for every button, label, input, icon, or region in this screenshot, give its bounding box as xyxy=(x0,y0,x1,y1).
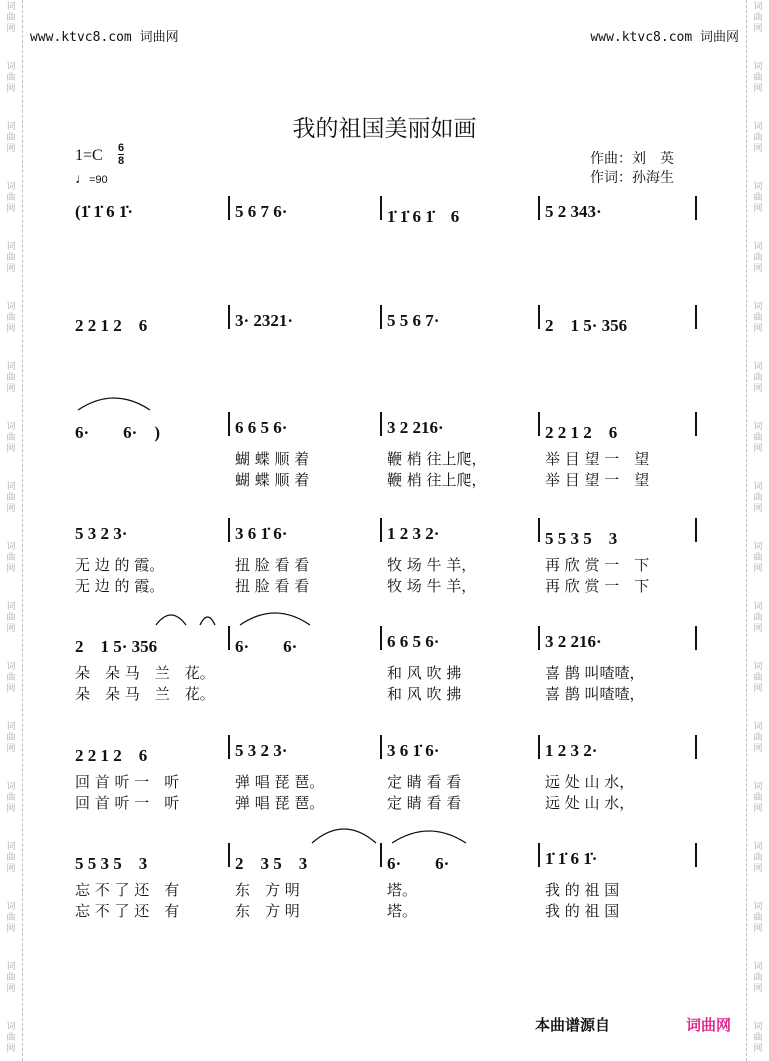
lyric-verse-1: 塔。 xyxy=(387,881,418,899)
watermark-glyph: 词 xyxy=(6,302,16,312)
measure-notes: 2 2 1 2 6 xyxy=(75,316,148,335)
watermark-glyph: 网 xyxy=(6,984,16,994)
watermark-glyph: 网 xyxy=(6,24,16,34)
lyric-verse-2: 我 的 祖 国 xyxy=(545,902,620,920)
measure-notes: 3 6 1̇ 6· xyxy=(235,524,288,543)
lyric-verse-2: 远 处 山 水， xyxy=(545,794,635,812)
watermark-glyph: 网 xyxy=(753,564,763,574)
watermark-glyph: 词 xyxy=(753,182,763,192)
source-site-link[interactable]: 词曲网 xyxy=(686,1016,732,1034)
lyric-verse-1: 和 风 吹 拂 xyxy=(387,664,462,682)
lyric-verse-2: 回 首 听 一 听 xyxy=(75,794,180,812)
lyric-verse-2: 朵 朵 马 兰 花。 xyxy=(75,685,215,703)
watermark-glyph: 词 xyxy=(6,1022,16,1032)
lyric-verse-2: 蝴 蝶 顺 着 xyxy=(235,471,310,489)
watermark-glyph: 曲 xyxy=(6,853,16,863)
watermark-glyph: 网 xyxy=(753,504,763,514)
watermark-glyph: 词 xyxy=(753,602,763,612)
watermark-glyph: 网 xyxy=(753,144,763,154)
watermark-glyph: 词 xyxy=(6,62,16,72)
measure-notes: 5 5 3 5 3 xyxy=(75,854,148,873)
watermark-glyph: 网 xyxy=(753,324,763,334)
watermark-glyph: 网 xyxy=(6,324,16,334)
measure-notes: 2 1 5· 356 xyxy=(545,316,628,335)
watermark-glyph: 网 xyxy=(753,444,763,454)
measure-notes: 1̇ 1̇ 6 1̇· xyxy=(545,849,598,868)
watermark-glyph: 曲 xyxy=(6,613,16,623)
watermark-glyph: 网 xyxy=(6,564,16,574)
measure-notes: 1̇ 1̇ 6 1̇ 6 xyxy=(387,207,460,226)
lyric-verse-1: 牧 场 牛 羊， xyxy=(387,556,477,574)
watermark-glyph: 曲 xyxy=(753,253,763,263)
measure-notes: 6· 6· xyxy=(235,637,298,656)
measure-notes: 2 1 5· 356 xyxy=(75,637,158,656)
watermark-glyph: 网 xyxy=(753,804,763,814)
watermark-glyph: 曲 xyxy=(753,613,763,623)
watermark-glyph: 词 xyxy=(753,62,763,72)
measure-notes: 2 2 1 2 6 xyxy=(545,423,618,442)
watermark-glyph: 网 xyxy=(6,504,16,514)
song-title: 我的祖国美丽如画 xyxy=(292,116,477,142)
watermark-glyph: 网 xyxy=(6,444,16,454)
measure-notes: 3 2 216· xyxy=(387,418,444,437)
measure-notes: 6· 6· xyxy=(387,854,450,873)
watermark-glyph: 曲 xyxy=(6,133,16,143)
measure-notes: 5 3 2 3· xyxy=(235,741,288,760)
watermark-glyph: 网 xyxy=(6,384,16,394)
watermark-glyph: 网 xyxy=(753,204,763,214)
watermark-glyph: 网 xyxy=(6,744,16,754)
watermark-glyph: 网 xyxy=(753,984,763,994)
watermark-glyph: 词 xyxy=(6,242,16,252)
slur-mark xyxy=(156,615,186,625)
lyric-verse-1: 弹 唱 琵 琶。 xyxy=(235,773,325,791)
measure-notes: 2 3 5 3 xyxy=(235,854,308,873)
measure-notes: 5 5 3 5 3 xyxy=(545,529,618,548)
watermark-glyph: 词 xyxy=(6,782,16,792)
watermark-glyph: 曲 xyxy=(753,373,763,383)
measure-notes: 5 5 6 7· xyxy=(387,311,440,330)
lyric-verse-1: 忘 不 了 还 有 xyxy=(75,881,180,899)
watermark-glyph: 词 xyxy=(6,422,16,432)
watermark-glyph: 曲 xyxy=(6,253,16,263)
watermark-glyph: 词 xyxy=(6,602,16,612)
watermark-glyph: 曲 xyxy=(6,1033,16,1043)
measure-notes: 5 6 7 6· xyxy=(235,202,288,221)
watermark-glyph: 词 xyxy=(6,962,16,972)
watermark-glyph: 网 xyxy=(753,264,763,274)
lyric-verse-1: 朵 朵 马 兰 花。 xyxy=(75,664,215,682)
lyric-verse-2: 忘 不 了 还 有 xyxy=(75,902,180,920)
watermark-glyph: 网 xyxy=(6,204,16,214)
lyric-verse-1: 鞭 梢 往上爬， xyxy=(387,450,487,468)
watermark-glyph: 网 xyxy=(6,684,16,694)
source-label: 本曲谱源自 xyxy=(535,1016,611,1034)
watermark-glyph: 网 xyxy=(753,624,763,634)
watermark-glyph: 词 xyxy=(6,482,16,492)
watermark-glyph: 曲 xyxy=(753,193,763,203)
lyric-verse-2: 塔。 xyxy=(387,902,418,920)
watermark-glyph: 词 xyxy=(753,962,763,972)
lyric-verse-1: 喜 鹊 叫喳喳， xyxy=(545,664,645,682)
watermark-glyph: 曲 xyxy=(753,73,763,83)
watermark-glyph: 词 xyxy=(753,902,763,912)
watermark-glyph: 曲 xyxy=(753,913,763,923)
lyric-verse-1: 回 首 听 一 听 xyxy=(75,773,180,791)
watermark-glyph: 网 xyxy=(753,24,763,34)
watermark-glyph: 曲 xyxy=(753,553,763,563)
measure-notes: 1 2 3 2· xyxy=(545,741,598,760)
slur-mark xyxy=(78,398,150,410)
lyric-verse-2: 东 方 明 xyxy=(235,902,300,920)
slur-mark xyxy=(200,617,215,625)
watermark-glyph: 词 xyxy=(6,122,16,132)
composer-credit: 作曲：刘 英 xyxy=(590,151,674,167)
measure-notes: (1̇ 1̇ 6 1̇· xyxy=(75,202,134,221)
watermark-glyph: 词 xyxy=(6,542,16,552)
watermark-glyph: 曲 xyxy=(6,13,16,23)
watermark-glyph: 词 xyxy=(753,2,763,12)
watermark-glyph: 网 xyxy=(753,744,763,754)
watermark-glyph: 网 xyxy=(6,624,16,634)
watermark-glyph: 网 xyxy=(6,144,16,154)
measure-notes: 2 2 1 2 6 xyxy=(75,746,148,765)
measure-notes: 3 2 216· xyxy=(545,632,602,651)
measure-notes: 3 6 1̇ 6· xyxy=(387,741,440,760)
watermark-glyph: 网 xyxy=(753,384,763,394)
watermark-glyph: 网 xyxy=(753,864,763,874)
header-site-left[interactable]: www.ktvc8.com 词曲网 xyxy=(30,30,179,45)
watermark-glyph: 曲 xyxy=(753,1033,763,1043)
measure-notes: 5 2 343· xyxy=(545,202,602,221)
watermark-glyph: 曲 xyxy=(753,793,763,803)
watermark-glyph: 网 xyxy=(6,1044,16,1054)
watermark-glyph: 词 xyxy=(6,842,16,852)
lyricist-credit: 作词：孙海生 xyxy=(590,170,674,186)
lyric-verse-2: 定 睛 看 看 xyxy=(387,794,462,812)
watermark-glyph: 曲 xyxy=(6,193,16,203)
lyric-verse-2: 鞭 梢 往上爬， xyxy=(387,471,487,489)
lyric-verse-2: 弹 唱 琵 琶。 xyxy=(235,794,325,812)
watermark-glyph: 曲 xyxy=(753,313,763,323)
measure-notes: 6 6 5 6· xyxy=(235,418,288,437)
watermark-glyph: 曲 xyxy=(6,553,16,563)
lyric-verse-2: 扭 脸 看 看 xyxy=(235,577,310,595)
watermark-glyph: 曲 xyxy=(6,373,16,383)
watermark-glyph: 网 xyxy=(6,804,16,814)
measure-notes: 1 2 3 2· xyxy=(387,524,440,543)
watermark-glyph: 曲 xyxy=(753,493,763,503)
watermark-glyph: 曲 xyxy=(753,673,763,683)
lyric-verse-1: 定 睛 看 看 xyxy=(387,773,462,791)
watermark-glyph: 网 xyxy=(753,1044,763,1054)
tempo-value: =90 xyxy=(89,174,108,186)
watermark-glyph: 网 xyxy=(753,684,763,694)
lyric-verse-1: 我 的 祖 国 xyxy=(545,881,620,899)
watermark-glyph: 曲 xyxy=(753,13,763,23)
watermark-glyph: 曲 xyxy=(753,973,763,983)
slur-mark xyxy=(392,831,466,843)
watermark-glyph: 曲 xyxy=(6,733,16,743)
watermark-glyph: 网 xyxy=(753,924,763,934)
lyric-verse-1: 扭 脸 看 看 xyxy=(235,556,310,574)
watermark-glyph: 词 xyxy=(753,542,763,552)
watermark-glyph: 网 xyxy=(753,84,763,94)
lyric-verse-1: 无 边 的 霞。 xyxy=(75,556,165,574)
watermark-glyph: 网 xyxy=(6,264,16,274)
lyric-verse-2: 喜 鹊 叫喳喳， xyxy=(545,685,645,703)
watermark-glyph: 曲 xyxy=(6,73,16,83)
watermark-glyph: 词 xyxy=(6,362,16,372)
measure-notes: 6· 6· ) xyxy=(75,423,160,442)
slur-mark xyxy=(240,613,310,625)
watermark-glyph: 网 xyxy=(6,924,16,934)
watermark-glyph: 词 xyxy=(753,482,763,492)
lyric-verse-2: 再 欣 赏 一 下 xyxy=(545,577,650,595)
watermark-glyph: 词 xyxy=(753,122,763,132)
watermark-glyph: 曲 xyxy=(6,913,16,923)
lyric-verse-2: 无 边 的 霞。 xyxy=(75,577,165,595)
lyric-verse-1: 再 欣 赏 一 下 xyxy=(545,556,650,574)
lyric-verse-2: 和 风 吹 拂 xyxy=(387,685,462,703)
lyric-verse-1: 蝴 蝶 顺 着 xyxy=(235,450,310,468)
lyric-verse-2: 举 目 望 一 望 xyxy=(545,471,650,489)
watermark-glyph: 词 xyxy=(753,302,763,312)
watermark-glyph: 词 xyxy=(753,782,763,792)
time-signature-bottom: 8 xyxy=(118,155,125,167)
watermark-glyph: 词 xyxy=(753,722,763,732)
watermark-glyph: 词 xyxy=(6,902,16,912)
key-signature: 1=C xyxy=(75,147,103,164)
lyric-verse-1: 远 处 山 水， xyxy=(545,773,635,791)
watermark-glyph: 词 xyxy=(6,722,16,732)
watermark-glyph: 曲 xyxy=(6,433,16,443)
watermark-glyph: 词 xyxy=(753,242,763,252)
lyric-verse-2: 牧 场 牛 羊， xyxy=(387,577,477,595)
watermark-glyph: 词 xyxy=(753,662,763,672)
lyric-verse-1: 举 目 望 一 望 xyxy=(545,450,650,468)
watermark-glyph: 词 xyxy=(753,1022,763,1032)
lyric-verse-1: 东 方 明 xyxy=(235,881,300,899)
measure-notes: 3· 2321· xyxy=(235,311,294,330)
watermark-glyph: 曲 xyxy=(6,673,16,683)
watermark-glyph: 词 xyxy=(753,842,763,852)
watermark-glyph: 词 xyxy=(6,2,16,12)
watermark-glyph: 曲 xyxy=(6,793,16,803)
watermark-glyph: 词 xyxy=(6,182,16,192)
watermark-glyph: 曲 xyxy=(753,733,763,743)
header-site-right[interactable]: www.ktvc8.com 词曲网 xyxy=(590,30,739,45)
watermark-glyph: 词 xyxy=(6,662,16,672)
slur-mark xyxy=(312,829,376,843)
watermark-glyph: 曲 xyxy=(6,313,16,323)
watermark-glyph: 网 xyxy=(6,864,16,874)
watermark-glyph: 曲 xyxy=(753,433,763,443)
quarter-note-icon: ♩ xyxy=(75,170,89,186)
watermark-glyph: 曲 xyxy=(6,493,16,503)
watermark-glyph: 曲 xyxy=(753,853,763,863)
measure-notes: 5 3 2 3· xyxy=(75,524,128,543)
watermark-glyph: 网 xyxy=(6,84,16,94)
watermark-glyph: 曲 xyxy=(6,973,16,983)
measure-notes: 6 6 5 6· xyxy=(387,632,440,651)
watermark-glyph: 曲 xyxy=(753,133,763,143)
time-signature-top: 6 xyxy=(118,142,125,154)
watermark-glyph: 词 xyxy=(753,362,763,372)
watermark-glyph: 词 xyxy=(753,422,763,432)
